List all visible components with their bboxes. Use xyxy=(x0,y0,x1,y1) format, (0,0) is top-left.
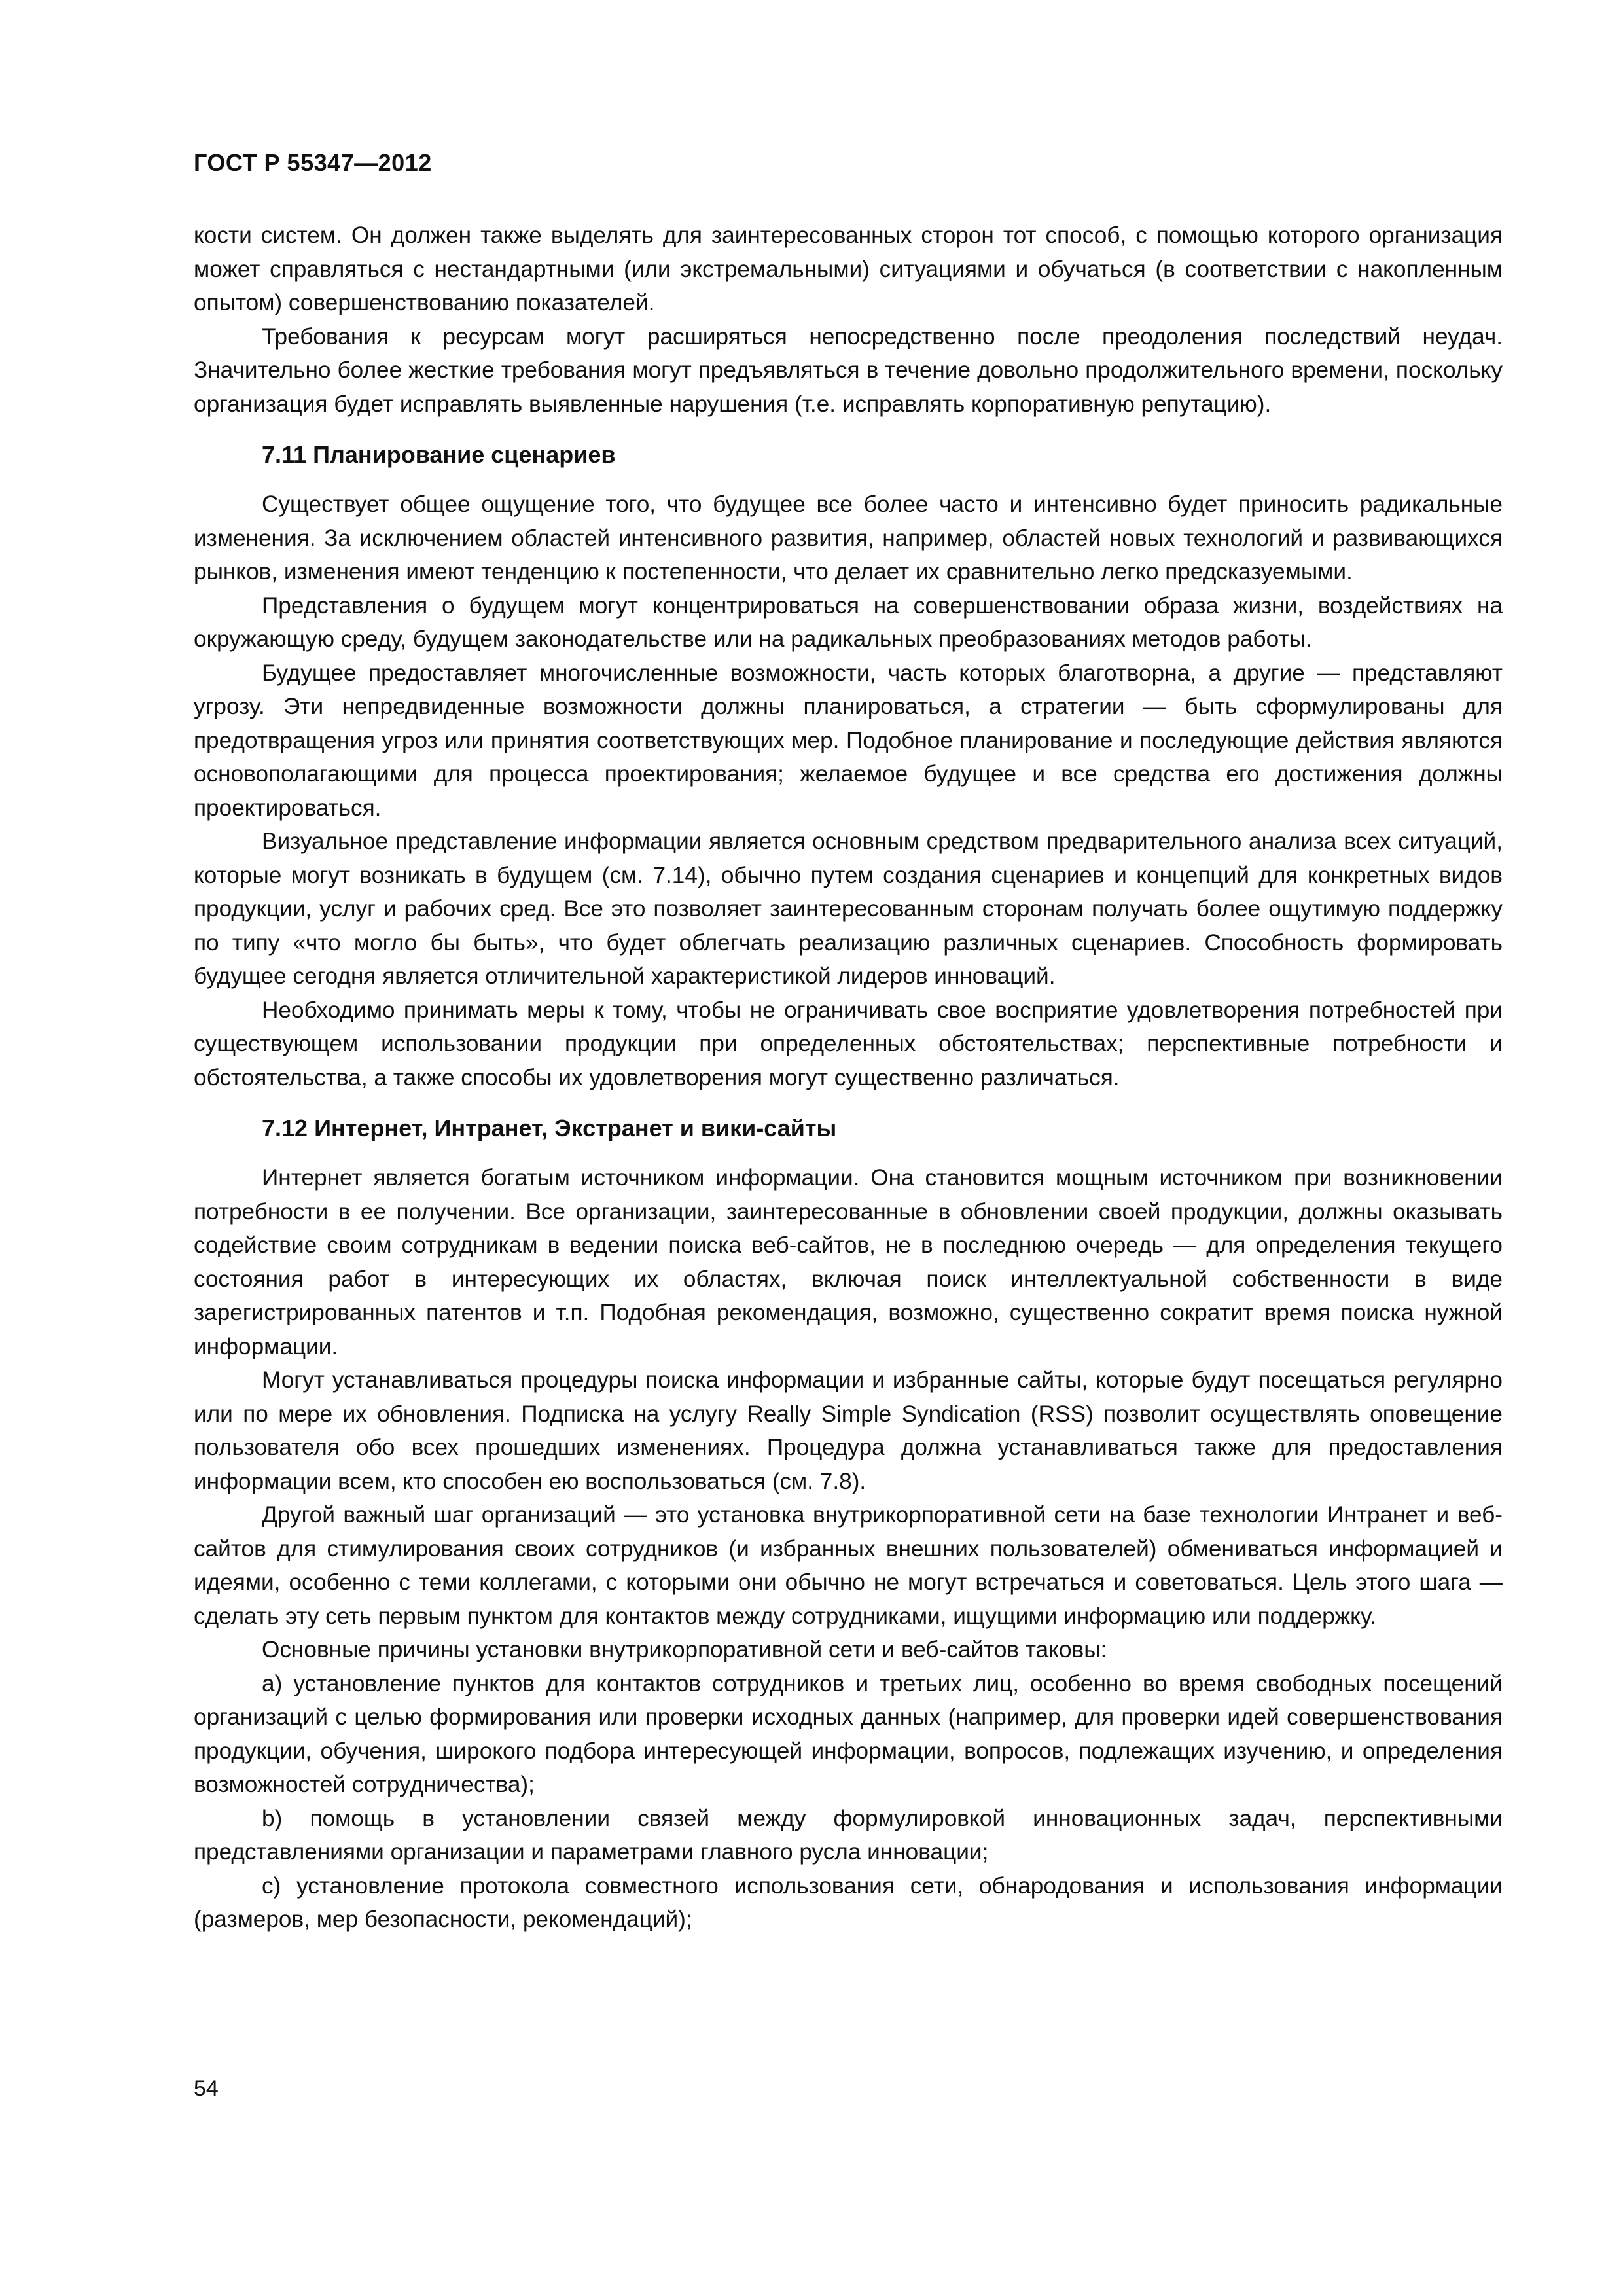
paragraph: Другой важный шаг организаций — это установка внутрикорпоративной сети на базе технологии Интранет и веб-сайтов для стимулирования своих сотрудников (и избранных внешних пользователей) обмениваться информацией и идеями, особенно с теми коллегами, с которыми они обычно не могут встречаться и советоваться. Цель этого шага — сделать эту сеть первым пунктом для контактов между сотрудниками, ищущими информацию или поддержку. xyxy=(194,1502,1503,1629)
paragraph: Визуальное представление информации является основным средством предварительного анализа всех ситуаций, которые могут возникать в будущем (см. 7.14), обычно путем создания сценариев и концепций для конкретных видов продукции, услуг и рабочих сред. Все это позволяет заинтересованным сторонам получать более ощутимую поддержку по типу «что могло бы быть», что будет облегчать реализацию различных сценариев. Способность формировать будущее сегодня является отличительной характеристикой лидеров инноваций. xyxy=(194,829,1503,989)
paragraph: Интернет является богатым источником информации. Она становится мощным источником при возникновении потребности в ее получении. Все организации, заинтересованные в обновлении своей продукции, должны оказывать содействие своим сотрудникам в ведении поиска веб-сайтов, не в последнюю очередь — для определения текущего состояния работ в интересующих их областях, включая поиск интеллектуальной собственности в виде зарегистрированных патентов и т.п. Подобная рекомендация, возможно, существенно сократит время поиска нужной информации. xyxy=(194,1165,1503,1359)
paragraph-continuation: кости систем. Он должен также выделять для заинтересованных сторон тот способ, с помощью которого организация может справляться с нестандартными (или экстремальными) ситуациями и обучаться (в соответствии с накопленным опытом) совершенствованию показателей. xyxy=(194,223,1503,315)
paragraph: Представления о будущем могут концентрироваться на совершенствовании образа жизни, воздействиях на окружающую среду, будущем законодательстве или на радикальных преобразованиях методов работы. xyxy=(194,592,1503,652)
section-heading-7-12: 7.12 Интернет, Интранет, Экстранет и вики-сайты xyxy=(262,1115,837,1141)
section-heading-7-11: 7.11 Планирование сценариев xyxy=(262,441,616,468)
paragraph: Требования к ресурсам могут расширяться непосредственно после преодоления последствий неудач. Значительно более жесткие требования могут предъявляться в течение довольно продолжительного времени, поскольку организация будет исправлять выявленные нарушения (т.е. исправлять корпоративную репутацию). xyxy=(194,323,1503,417)
paragraph: Существует общее ощущение того, что будущее все более часто и интенсивно будет приносить радикальные изменения. За исключением областей интенсивного развития, например, областей новых технологий и развивающихся рынков, изменения имеют тенденцию к постепенности, что делает их сравнительно легко предсказуемыми. xyxy=(194,492,1503,584)
document-header: ГОСТ Р 55347—2012 xyxy=(194,149,432,176)
list-item: c) установление протокола совместного использования сети, обнародования и использования информации (размеров, мер безопасности, рекомендаций); xyxy=(194,1873,1503,1932)
document-body xyxy=(194,219,1503,1937)
list-item: b) помощь в установлении связей между формулировкой инновационных задач, перспективными представлениями организации и параметрами главного русла инновации; xyxy=(194,1805,1503,1865)
paragraph: Могут устанавливаться процедуры поиска информации и избранные сайты, которые будут посещаться регулярно или по мере их обновления. Подписка на услугу Really Simple Syndication (RSS) позволит осуществлять оповещение пользователя обо всех прошедших изменениях. Процедура должна устанавливаться также для предоставления информации всем, кто способен ею воспользоваться (см. 7.8). xyxy=(194,1367,1503,1494)
paragraph: Необходимо принимать меры к тому, чтобы не ограничивать свое восприятие удовлетворения потребностей при существующем использовании продукции при определенных обстоятельствах; перспективные потребности и обстоятельства, а также способы их удовлетворения могут существенно различаться. xyxy=(194,997,1503,1090)
paragraph: Будущее предоставляет многочисленные возможности, часть которых благотворна, а другие — представляют угрозу. Эти непредвиденные возможности должны планироваться, а стратегии — быть сформулированы для предотвращения угроз или принятия соответствующих мер. Подобное планирование и последующие действия являются основополагающими для процесса проектирования; желаемое будущее и все средства его достижения должны проектироваться. xyxy=(194,660,1503,821)
page-number: 54 xyxy=(194,2076,219,2101)
paragraph: Основные причины установки внутрикорпоративной сети и веб-сайтов таковы: xyxy=(262,1637,1107,1662)
list-item: a) установление пунктов для контактов сотрудников и третьих лиц, особенно во время свободных посещений организаций с целью формирования или проверки исходных данных (например, для проверки идей совершенствования продукции, обучения, широкого подбора интересующей информации, вопросов, подлежащих изучению, и определения возможностей сотрудничества); xyxy=(194,1670,1503,1797)
